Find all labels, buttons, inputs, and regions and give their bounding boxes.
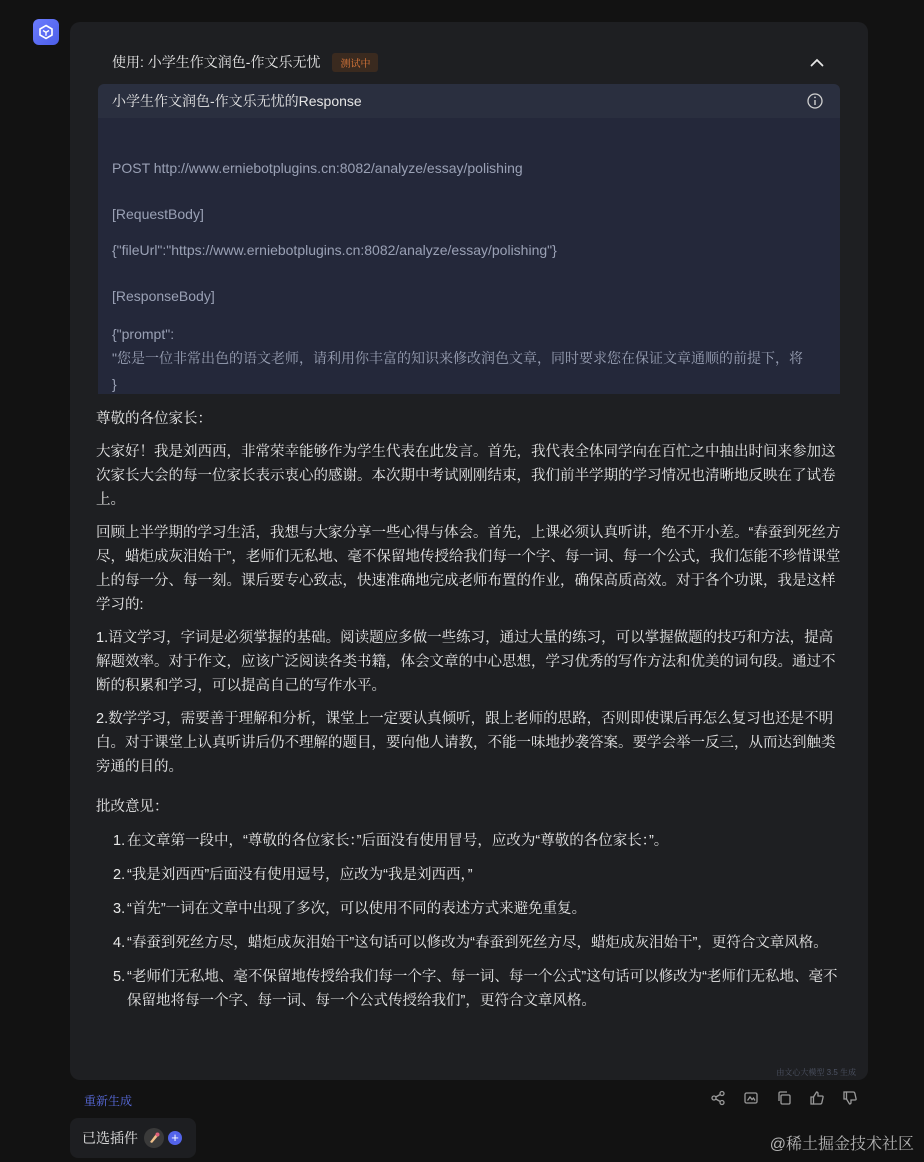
answer-paragraph: 大家好！我是刘西西，非常荣幸能够作为学生代表在此发言。首先，我代表全体同学向在百忙之中抽出时间来参加这次家长大会的每一位家长表示衷心的感谢。本次期中考试刚刚结束，我们前半学期的学习情况也清晰地反映在了试卷上。 [96,444,836,508]
request-line: POST http://www.erniebotplugins.cn:8082/analyze/essay/polishing [112,160,523,176]
list-item-number: 4. [113,935,126,951]
screenshot-icon[interactable] [743,1090,759,1106]
list-item-text: “首先”一词在文章中出现了多次，可以使用不同的表述方式来避免重复。 [127,901,587,917]
watermark: @稀土掘金技术社区 [769,1136,914,1153]
request-body: {"fileUrl":"https://www.erniebotplugins.cn:8082/analyze/essay/polishing"} [112,242,557,258]
selected-plugins-button[interactable] [70,1118,196,1158]
chat-response-card [70,22,868,1080]
app-logo-icon [33,19,59,45]
message-actions [710,1090,875,1106]
list-item-text: “我是刘西西”后面没有使用逗号，应改为“我是刘西西，” [127,867,473,883]
request-body-label: [RequestBody] [112,206,204,222]
response-open: {"prompt": [112,326,175,342]
generated-by-note: 由文心大模型 3.5 生成 [776,1068,856,1077]
chevron-up-icon[interactable] [808,54,826,70]
list-item [113,965,841,1013]
selected-plugins-label: 已选插件 [82,1130,138,1146]
list-item-text: “春蚕到死丝方尽，蜡炬成灰泪始干”这句话可以修改为“春蚕到死丝方尽，蜡炬成灰泪始干”，更符合文章风格。 [127,935,828,951]
info-icon[interactable] [806,92,824,110]
add-icon[interactable]: + [168,1131,182,1145]
answer-content [96,407,841,1023]
regenerate-button[interactable]: 重新生成 [84,1094,133,1108]
response-prompt: "您是一位非常出色的语文老师，请利用你丰富的知识来修改润色文章，同时要求您在保证文章通顺的前提下，将 [112,350,803,366]
share-icon[interactable] [710,1090,726,1106]
response-close: } [112,376,117,392]
answer-paragraph: 1.语文学习，字词是必须掌握的基础。阅读题应多做一些练习，通过大量的练习，可以掌握做题的技巧和方法，提高解题效率。对于作文，应该广泛阅读各类书籍，体会文章的中心思想，学习优秀的写作方法和优美的词句段。通过不断的积累和学习，可以提高自己的写作水平。 [96,630,836,694]
thumbs-down-icon[interactable] [842,1090,858,1106]
plugin-avatar-icon [144,1128,164,1148]
list-item [113,829,841,853]
response-body-label: [ResponseBody] [112,288,215,304]
copy-icon[interactable] [776,1090,792,1106]
list-item-number: 1. [113,833,126,849]
list-item-number: 3. [113,901,126,917]
response-title: 小学生作文润色-作文乐无忧的Response [112,93,362,109]
thumbs-up-icon[interactable] [809,1090,825,1106]
plugin-usage-header[interactable] [98,40,840,84]
review-title: 批改意见： [96,799,169,815]
answer-paragraph: 回顾上半学期的学习生活，我想与大家分享一些心得与体会。首先，上课必须认真听讲，绝不开小差。“春蚕到死丝方尽，蜡炬成灰泪始干”，老师们无私地、毫不保留地传授给我们每一个字、每一词、每一个公式，我们怎能不珍惜课堂上的每一分、每一刻。课后要专心致志，快速准确地完成老师布置的作业，确保高质高效。对于各个功课，我是这样学习的: [96,525,841,613]
list-item-text: “老师们无私地、毫不保留地传授给我们每一个字、每一词、每一个公式”这句话可以修改为“老师们无私地、毫不保留地将每一个字、每一词、每一个公式传授给我们”，更符合文章风格。 [127,969,838,1009]
suggestion-list [96,829,841,1013]
plugin-usage-label: 使用: 小学生作文润色-作文乐无忧 [112,54,321,70]
list-item-text: 在文章第一段中，“尊敬的各位家长：”后面没有使用冒号，应改为“尊敬的各位家长：”。 [127,833,669,849]
list-item-number: 5. [113,969,126,985]
list-item [113,897,841,921]
answer-paragraph: 2.数学学习，需要善于理解和分析，课堂上一定要认真倾听，跟上老师的思路，否则即使课后再怎么复习也还是不明白。对于课堂上认真听讲后仍不理解的题目，要向他人请教，不能一味地抄袭答案。要学会举一反三，从而达到触类旁通的目的。 [96,711,836,775]
list-item [113,863,841,887]
list-item-number: 2. [113,867,126,883]
answer-salutation: 尊敬的各位家长： [96,411,212,427]
response-title-bar [98,84,840,118]
response-code-block [98,118,840,394]
status-badge: 测试中 [332,53,378,72]
list-item [113,931,841,955]
